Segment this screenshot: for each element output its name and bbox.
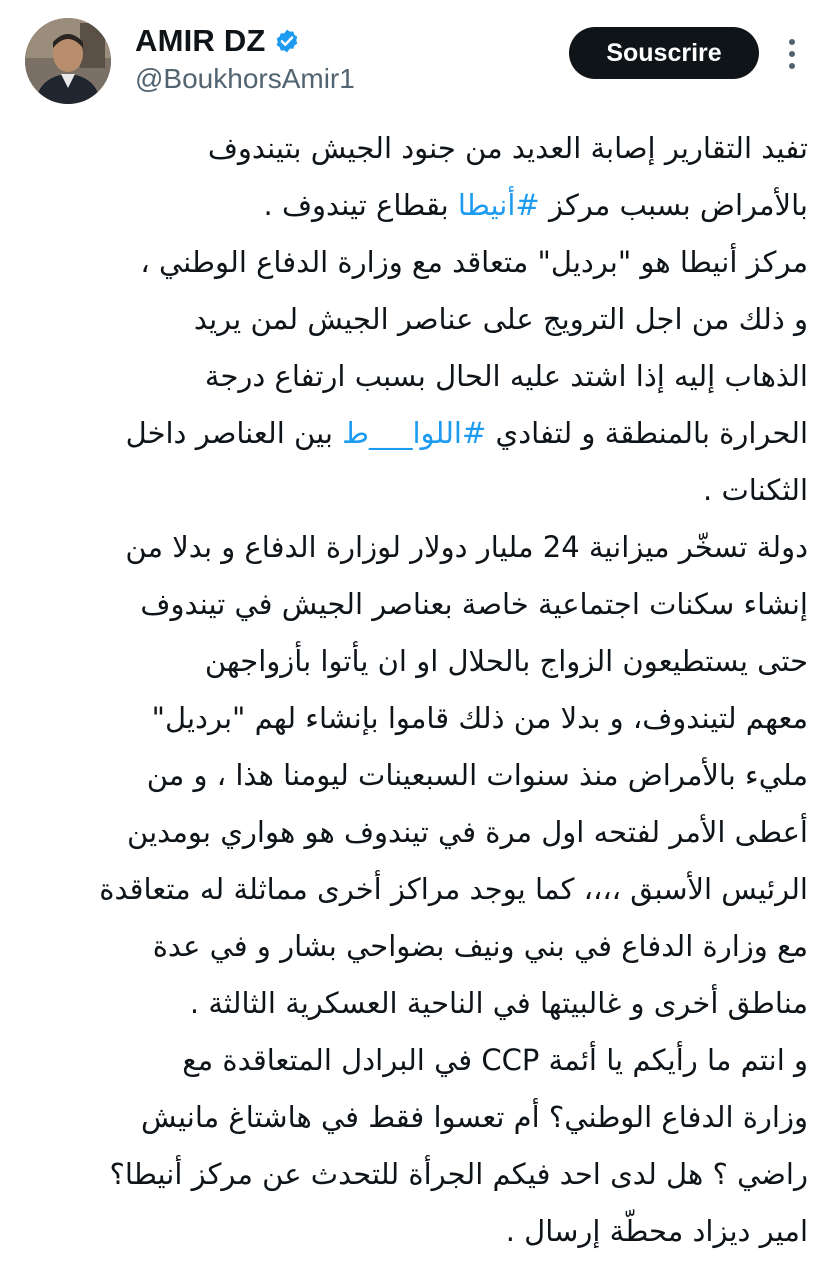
tweet-text-segment: دولة تسخّر ميزانية 24 مليار دولار لوزارة الدفاع و بدلا من (125, 530, 808, 564)
tweet-text-segment: معهم لتيندوف، و بدلا من ذلك قاموا بإنشاء لهم "برديل" (151, 701, 808, 735)
tweet-text-line (153, 916, 808, 976)
tweet-text-line (205, 346, 808, 406)
tweet-text-line (147, 745, 808, 805)
hashtag-link[interactable]: #أنيطا (457, 188, 540, 222)
tweet-text-segment: امير ديزاد محطّة إرسال . (505, 1214, 808, 1248)
tweet-text-segment: مركز أنيطا هو "برديل" متعاقد مع وزارة الدفاع الوطني ، (140, 245, 808, 279)
verified-badge-icon (274, 28, 300, 54)
tweet-text-segment: حتى يستطيعون الزواج بالحلال او ان يأتوا بأزواجهن (204, 644, 808, 678)
tweet-text-segment: مناطق أخرى و غالبيتها في الناحية العسكرية الثالثة . (189, 986, 808, 1020)
tweet-text-segment: و انتم ما رأيكم يا أئمة CCP في البرادل المتعاقدة مع (182, 1043, 808, 1077)
tweet-text-segment: بالأمراض بسبب مركز (539, 188, 808, 222)
tweet-text-segment: مليء بالأمراض منذ سنوات السبعينات ليومنا هذا ، و من (146, 758, 808, 792)
tweet-text-line (190, 973, 808, 1033)
tweet-text-line (182, 1030, 808, 1090)
display-name[interactable]: AMIR DZ (135, 23, 266, 58)
tweet-text-line (125, 517, 808, 577)
vertical-ellipsis-icon[interactable] (782, 36, 802, 72)
profile-photo-icon (25, 18, 111, 104)
tweet-text-segment: بقطاع تيندوف . (263, 188, 458, 222)
tweet-text-line (264, 175, 808, 235)
user-handle[interactable]: @BoukhorsAmir1 (135, 63, 355, 94)
subscribe-button[interactable]: Souscrire (569, 27, 759, 79)
user-block (135, 20, 355, 95)
tweet-text-line (141, 1087, 808, 1147)
tweet-text-segment: راضي ؟ هل لدى احد فيكم الجرأة للتحدث عن مركز أنيطا؟ (109, 1157, 808, 1191)
tweet-text-segment: أعطى الأمر لفتحه اول مرة في تيندوف هو هواري بومدين (127, 815, 808, 849)
tweet-text-segment: إنشاء سكنات اجتماعية خاصة بعناصر الجيش في تيندوف (140, 587, 808, 621)
tweet-text-line (99, 859, 808, 919)
tweet-text-segment: بين العناصر داخل (125, 416, 343, 450)
tweet-text-line (127, 802, 808, 862)
tweet-text-segment: و ذلك من اجل الترويج على عناصر الجيش لمن يريد (193, 302, 808, 336)
tweet-text-segment: تفيد التقارير إصابة العديد من جنود الجيش بتيندوف (207, 131, 808, 165)
tweet-text-line (152, 688, 808, 748)
tweet-text-line (126, 403, 808, 463)
tweet-text-segment: الحرارة بالمنطقة و لتفادي (486, 416, 808, 450)
tweet-text-line (194, 289, 808, 349)
tweet-header (0, 0, 835, 115)
tweet-text-line (208, 118, 808, 178)
tweet-text-line (703, 460, 808, 520)
tweet-text-line (140, 232, 808, 292)
name-row (135, 20, 355, 62)
avatar[interactable] (25, 18, 111, 104)
tweet-text-segment: الذهاب إليه إذا اشتد عليه الحال بسبب ارتفاع درجة (204, 359, 808, 393)
tweet-text-segment: الثكنات . (703, 473, 808, 507)
tweet-text-line (140, 574, 808, 634)
tweet-text-segment: وزارة الدفاع الوطني؟ أم تعسوا فقط في هاشتاغ مانيش (141, 1100, 808, 1134)
tweet-text-line (110, 1144, 809, 1204)
tweet-text-segment: الرئيس الأسبق ،،،، كما يوجد مراكز أخرى مماثلة له متعاقدة (99, 872, 808, 906)
tweet-text-segment: مع وزارة الدفاع في بني ونيف بضواحي بشار و في عدة (152, 929, 808, 963)
tweet-text-line (506, 1201, 808, 1261)
hashtag-link[interactable]: #اللوا___ط (342, 416, 487, 450)
tweet-body (0, 118, 835, 1278)
tweet-text-line (205, 631, 808, 691)
